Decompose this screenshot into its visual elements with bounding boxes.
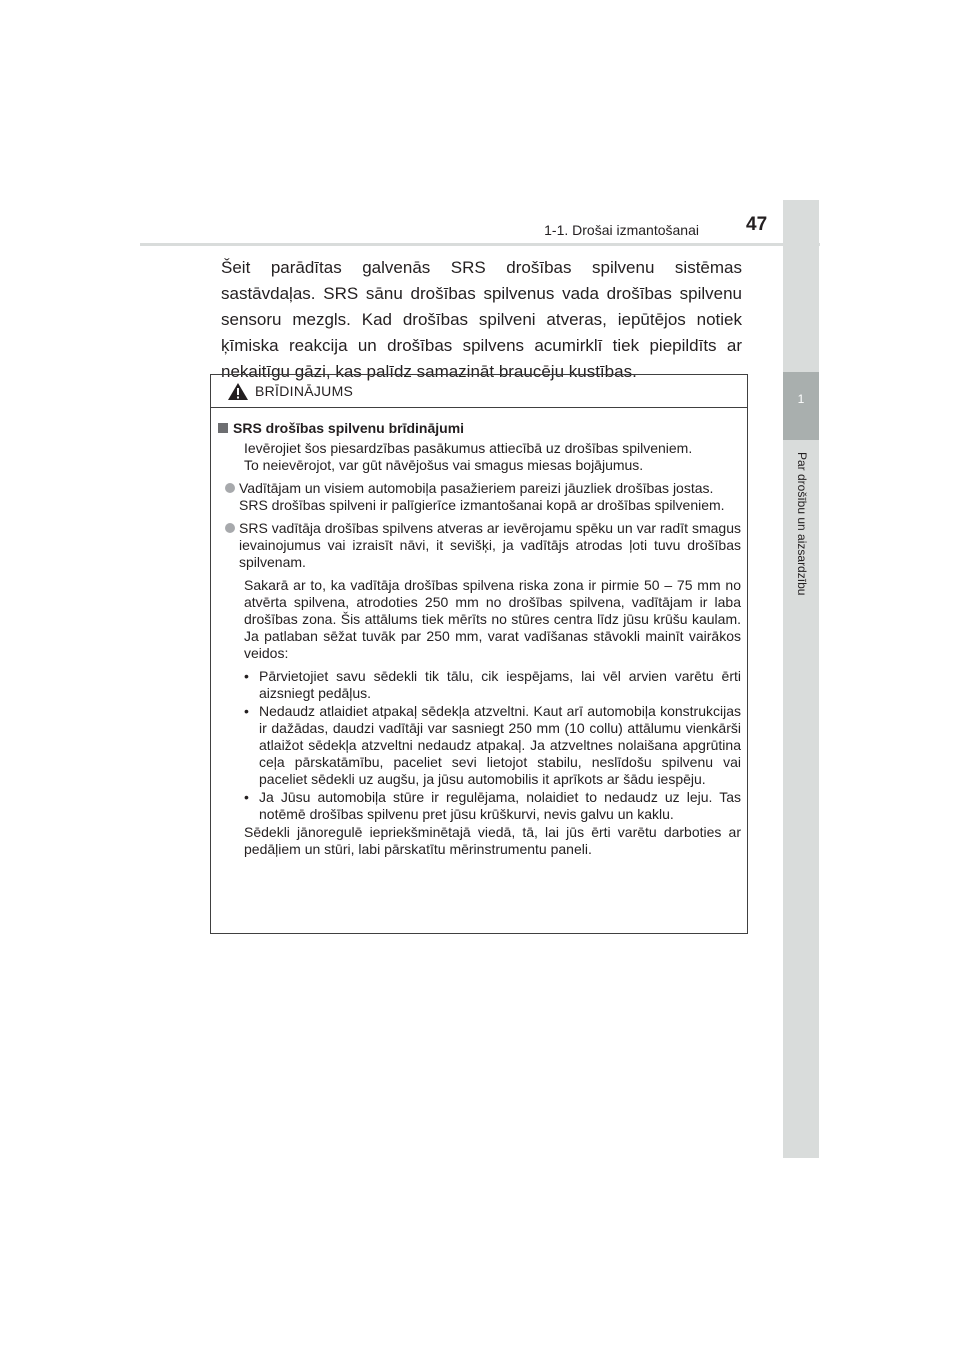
- bullet-text: [239, 520, 741, 571]
- sub-list: [244, 668, 741, 823]
- round-bullet-icon: [225, 523, 235, 533]
- sub-list-item: [244, 703, 741, 788]
- warning-heading-text: SRS drošības spilvenu brīdinājumi: [233, 420, 465, 436]
- bullet-text: [239, 480, 741, 514]
- intro-paragraph: Šeit parādītas galvenās SRS drošības spilvenu sistēmas sastāvdaļas. SRS sānu drošības spilvenus vada drošības spilvenu sensoru mezgls. Kad drošības spilveni atveras, iepūtējos notiek ķīmiska reakcija un drošības spilvens acumirklī tiek piepildīts ar nekaitīgu gāzi, kas palīdz samazināt braucēju kustības.: [221, 258, 742, 381]
- bullet-line: Vadītājam un visiem automobiļa pasažieriem pareizi jāuzliek drošības jostas.: [239, 480, 714, 496]
- chapter-sidebar: [783, 200, 819, 1158]
- warning-intro: [218, 440, 741, 474]
- round-bullet-icon: [225, 483, 235, 493]
- warning-intro-line1: Ievērojiet šos piesardzības pasākumus attiecībā uz drošības spilveniem.: [244, 440, 693, 456]
- bullet-mark: •: [244, 789, 249, 805]
- warning-triangle-icon: [227, 382, 249, 401]
- warning-intro-line2: To neievērojot, var gūt nāvējošus vai smagus miesas bojājumus.: [244, 457, 644, 473]
- bullet-item: [218, 520, 741, 571]
- warning-header: [211, 375, 747, 408]
- warning-body: [211, 408, 747, 858]
- page-number: 47: [746, 214, 768, 235]
- closing-paragraph: Sēdekli jānoregulē iepriekšminētajā viedā, tā, lai jūs ērti varētu darboties ar pedāļiem un stūri, labi pārskatītu mērinstrumentu paneli.: [244, 824, 741, 857]
- sub-list-text: Ja Jūsu automobiļa stūre ir regulējama, nolaidiet to nedaudz uz leju. Tas notēmē drošības spilvenu pret jūsu krūškurvi, nevis galvu un kaklu.: [259, 789, 741, 822]
- sub-list-text: Pārvietojiet savu sēdekli tik tālu, cik iespējams, lai vēl arvien varētu ērti aizsniegt pedāļus.: [259, 668, 741, 701]
- bullet-mark: •: [244, 668, 249, 684]
- bullet-mark: •: [244, 703, 249, 719]
- chapter-number: 1: [797, 392, 805, 406]
- bullet-line: SRS drošības spilveni ir palīgierīce izmantošanai kopā ar drošības spilveniem.: [239, 497, 725, 513]
- sub-list-item: [244, 789, 741, 823]
- chapter-title: Par drošību un aizsardzību: [795, 452, 809, 596]
- section-title: 1-1. Drošai izmantošanai: [544, 222, 699, 238]
- warning-title: BRĪDINĀJUMS: [255, 383, 354, 399]
- sub-list-item: [244, 668, 741, 702]
- detail-paragraph: Sakarā ar to, ka vadītāja drošības spilvena riska zona ir pirmie 50 – 75 mm no atvērta spilvena, atrodoties 250 mm no drošības spilvena, vadītājam ir laba drošības zona. Šis attālums tiek mērīts no stūres centra līdz jūsu krūšu kaulam. Ja patlaban sēžat tuvāk par 250 mm, varat vadīšanas stāvokli mainīt vairākos veidos:: [244, 577, 741, 661]
- warning-box: [210, 374, 748, 934]
- chapter-tab[interactable]: [783, 372, 819, 440]
- bullet-line: SRS vadītāja drošības spilvens atveras ar ievērojamu spēku un var radīt smagus ievainojumus vai izraisīt nāvi, it sevišķi, ja vadītājs atrodas ļoti tuvu drošības spilvenam.: [239, 520, 741, 570]
- bullet-item: [218, 480, 741, 514]
- header-rule: [140, 243, 820, 246]
- sub-list-text: Nedaudz atlaidiet atpakaļ sēdekļa atzveltni. Kaut arī automobiļa konstrukcijas ir dažādas, daudzi vadītāji var sasniegt 250 mm (10 collu) attālumu vienkārši atlaižot sēdekļa atzveltni nedaudz atpakaļ. Ja atzveltnes nolaišana apgrūtina ceļa pārskatāmību, paceliet sevi lietojot stabilu, neslīdošu spilvenu vai paceliet sēdekli uz augšu, ja jūsu automobilis it aprīkots ar šādu iespēju.: [259, 703, 741, 787]
- warning-heading: [218, 420, 741, 437]
- square-bullet-icon: [218, 423, 228, 433]
